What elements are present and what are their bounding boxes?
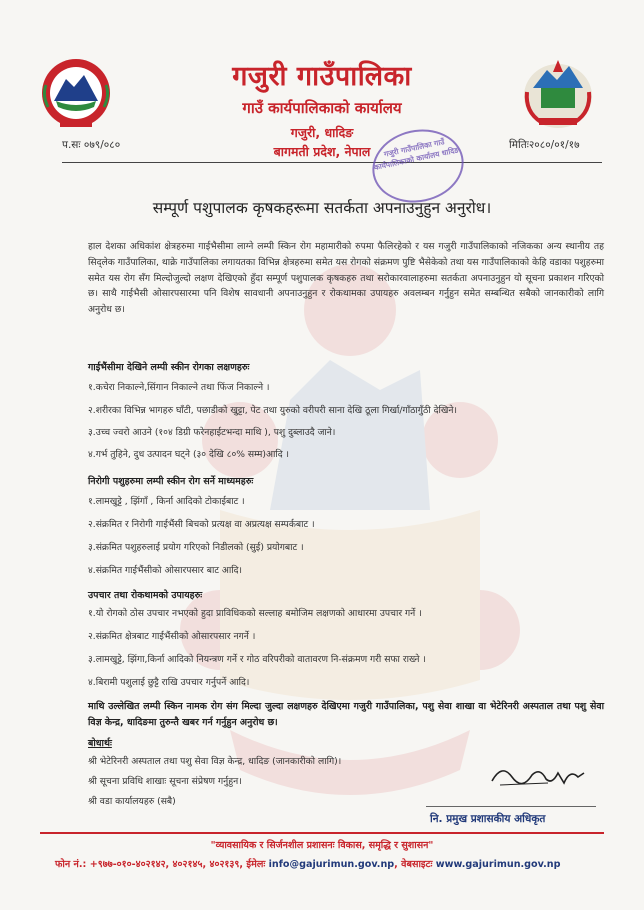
address-line-1: गजुरी, धादिङ: [290, 125, 354, 140]
transmission-item: १.लामखुट्टे , झिंगाँ , किर्ना आदिको टोकाईबाट ।: [88, 496, 245, 507]
prevention-item: १.यो रोगको ठोस उपचार नभएको हुदा प्राविधिकको सल्लाह बमोजिम लक्षणको आधारमा उपचार गर्ने ।: [88, 608, 422, 619]
letter-date: मितिः२०८०/०१/१७: [509, 139, 580, 151]
transmission-item: २.संक्रमित र निरोगी गाईभैंसी बिचको प्रत्यक्ष वा अप्रत्यक्ष सम्पर्कबाट ।: [88, 519, 315, 530]
signatory-title: नि. प्रमुख प्रशासकीय अधिकृत: [430, 813, 546, 825]
org-title: गजुरी गाउँपालिका: [232, 61, 412, 92]
symptom-item: ४.गर्भ तुहिने, दुध उत्पादन घट्ने (३० देखि ८०% सम्म)आदि ।: [88, 449, 289, 460]
section-heading-prevention: उपचार तथा रोकथामको उपायहरुः: [88, 590, 203, 601]
symptom-item: ३.उच्च ज्वरो आउने (१०४ डिग्री फरेनहाईटभन्दा माथि ), पशु दुब्लाउदै जाने।: [88, 427, 336, 438]
copy-recipient: श्री सूचना प्रविधि शाखाः सूचना संप्रेषण गर्नुहुन।: [88, 776, 242, 787]
transmission-item: ४.संक्रमित गाईभैंसीको ओसारपसार बाट आदि।: [88, 565, 243, 576]
footer-phone: फोन नं.: +९७७-०१०-४०२१४२, ४०२१४५, ४०२१३९, ईमेलः: [55, 859, 266, 870]
intro-paragraph: हाल देशका अधिकांश क्षेत्रहरुमा गाईभैसीमा लाग्ने लम्पी स्किन रोग महामारीको रुपमा फैलिरहेको र यस गजुरी गाउँपालिकाको नजिकका अन्य स्थानीय तह सिद्लेक गाउँपालिका, थाक्रे गाउँपालिका लगायतका विभिन्न क्षेत्रहरुमा समेत यस रोगको संक्रमण पुष्टि भैसेकेको तथा यस गाउँपालिकाको केहि वडाका पशुहरुमा समेत यस रोग सँग मिल्दोजुल्दो लक्षण देखिएको हुँदा सम्पूर्ण पशुपालक कृषकहरु तथा सरोकारवालाहरुमा सतर्कता अपनाउनुहुन यो सूचना प्रकाशन गरिएको छ। साथै गाईभैसी ओसारपसारमा पनि विशेष सावधानी अपनाउनुहुन र रोकथामका उपायहरु अवलम्बन गर्नुहुन समेत सम्बन्धित सबैको जानकारीको लागि अनुरोध छ।: [88, 241, 604, 316]
transmission-item: ३.संक्रमित पशुहरुलाई प्रयोग गरिएको निडीलको (सुई) प्रयोगबाट ।: [88, 542, 304, 553]
footer-divider: [40, 832, 604, 834]
stamp-text: गजुरी गाउँपालिका गाउँ कार्यपालिकाको कार्यालय धादिङ: [373, 137, 460, 173]
prevention-item: ३.लामखुट्टे, झिंगा,किर्ना आदिको नियन्त्रण गर्ने र गोठ वरिपरीको वातावरण नि-संक्रमण गरी सफा राख्ने ।: [88, 654, 426, 665]
copies-heading: बोधार्थः: [88, 738, 112, 749]
symptom-item: २.शरीरका विभिन्न भागहरु घाँटी, पछाडीको खुट्टा, पेट तथा युरुको वरीपरी साना देखि ठूला गिर्खा/गाँठागुँठी देखिने।: [88, 405, 457, 416]
footer-website[interactable]: www.gajurimun.gov.np: [435, 859, 561, 870]
copy-recipient: श्री वडा कार्यालयहरु (सबै): [88, 796, 176, 807]
office-subtitle: गाउँ कार्यपालिकाको कार्यालय: [242, 99, 402, 117]
prevention-item: २.संक्रमित क्षेत्रबाट गाईभैंसीको ओसारपसार नगर्ने ।: [88, 631, 256, 642]
copy-recipient: श्री भेटेरिनरी अस्पताल तथा पशु सेवा विज्ञ केन्द्र, धादिङ (जानकारीको लागि)।: [88, 756, 342, 767]
closing-paragraph: माथि उल्लेखित लम्पी स्किन नामक रोग संग मिल्दा जुल्दा लक्षणहरु देखिएमा गजुरी गाउँपालिका, पशु सेवा शाखा वा भेटेरिनरी अस्पताल तथा पशु सेवा विज्ञ केन्द्र, धादिङमा तुरुन्तै खबर गर्न गर्नुहुन अनुरोध छ।: [88, 701, 604, 728]
address-line-2: बागमती प्रदेश, नेपाल: [273, 144, 371, 159]
signature-mark: [488, 755, 588, 795]
section-heading-symptoms: गाईभैंसीमा देखिने लम्पी स्कीन रोगका लक्षणहरुः: [88, 362, 250, 373]
signature-line: [426, 806, 596, 807]
reference-number: प.सः ०७९/०८०: [62, 139, 121, 151]
office-slogan: "व्यावसायिक र सिर्जनशील प्रशासनः विकास, समृद्धि र सुशासन": [210, 840, 434, 851]
footer-web-label: , वेबसाइटः: [394, 859, 433, 870]
footer-email[interactable]: info@gajurimun.gov.np: [268, 859, 395, 870]
header-divider: [62, 162, 602, 163]
section-heading-transmission: निरोगी पशुहरुमा लम्पी स्कीन रोग सर्ने माध्यमहरुः: [88, 476, 254, 487]
symptom-item: १.कचेरा निकाल्ने,सिंगान निकाल्ने तथा फिंज निकाल्ने ।: [88, 382, 270, 393]
prevention-item: ४.बिरामी पशुलाई छुट्टै राखि उपचार गर्नुपर्ने आदि।: [88, 677, 250, 688]
footer-contact: [55, 857, 560, 870]
subject-line: सम्पूर्ण पशुपालक कृषकहरूमा सतर्कता अपनाउनुहुन अनुरोध।: [152, 199, 492, 217]
